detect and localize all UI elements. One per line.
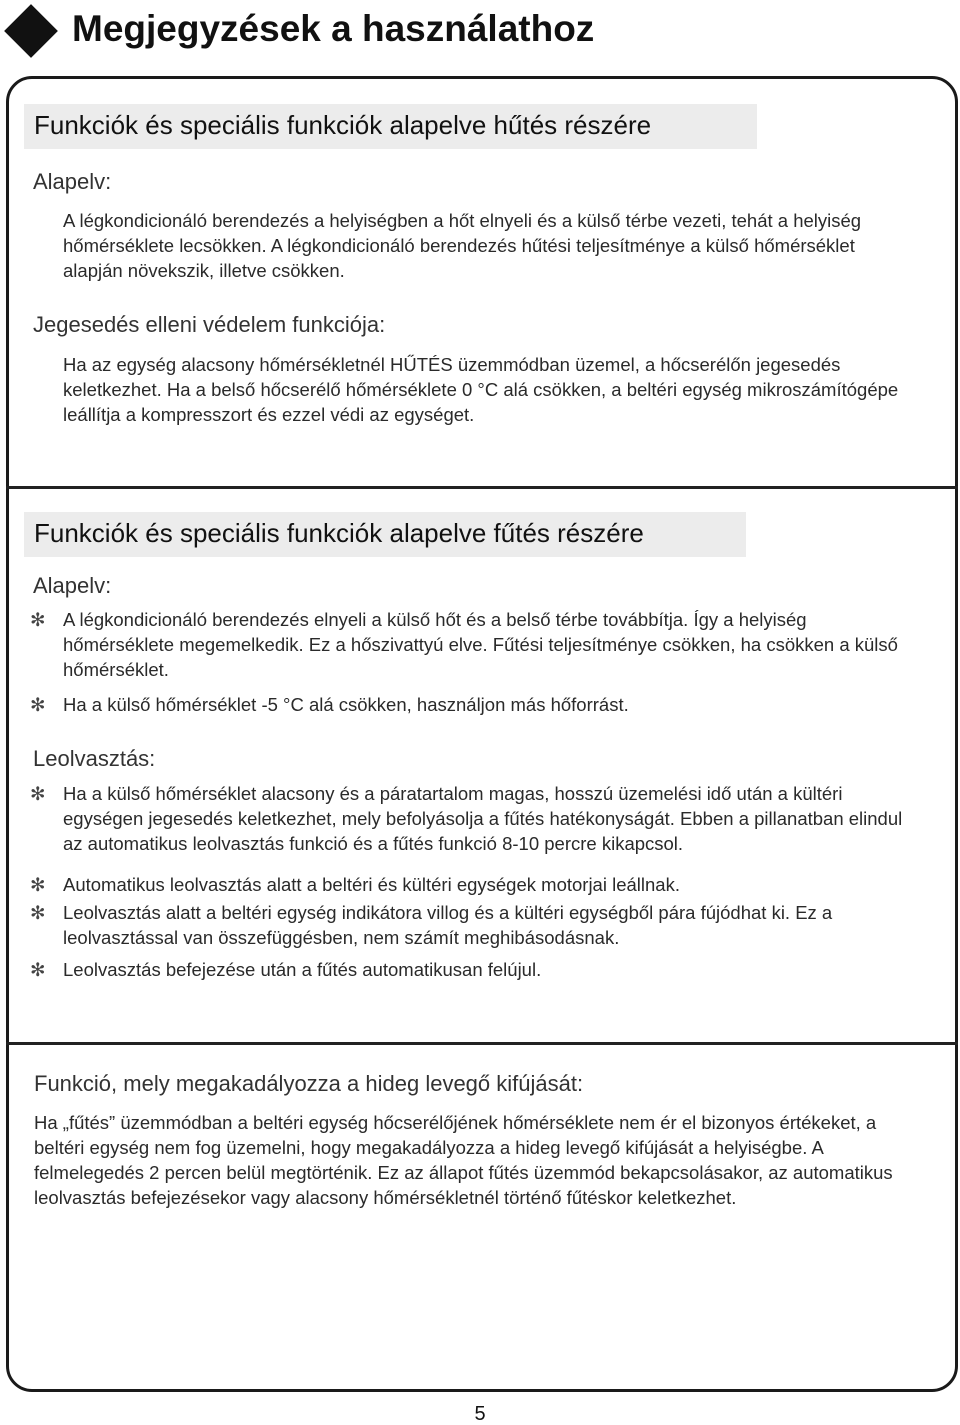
bullet-icon: ✻ (30, 874, 46, 895)
defrost-item: Leolvasztás alatt a beltéri egység indikátora villog és a kültéri egységből pára fújódhat ki. Ez a leolvasztással van összefüggésben, nem számít meghibásodásnak. (63, 902, 833, 948)
heating-principle-item: Ha a külső hőmérséklet -5 °C alá csökken, használjon más hőforrást. (63, 694, 629, 715)
cooling-heading: Funkciók és speciális funkciók alapelve hűtés részére (24, 104, 757, 149)
page-number: 5 (474, 1403, 486, 1425)
bullet-icon: ✻ (30, 783, 46, 804)
title-diamond-icon (4, 4, 58, 58)
cooling-principle-text: A légkondicionáló berendezés a helyiségben a hőt elnyeli és a külső térbe vezeti, tehát a helyiség hőmérséklete lecsökken. A légkondicionáló berendezés hűtési teljesítménye a külső hőmérséklet alapján növekszik, illetve csökken. (63, 210, 862, 281)
cooling-principle-label: Alapelv: (33, 169, 112, 194)
section-divider (6, 486, 958, 489)
cold-air-text: Ha „fűtés” üzemmódban a beltéri egység hőcserélőjének hőmérséklete nem ér el bizonyos értékeket, a beltéri egység nem fog üzemelni, hogy megakadályozza a hideg levegő kifújását a helyiségbe. A felmelegedés 2 percen belül megtörténik. Ez az állapot fűtés üzemmód bekapcsolásakor, az automatikus leolvasztás befejezésekor vagy alacsony hőmérsékletnél történő fűtéskor keletkezhet. (34, 1112, 893, 1208)
defrost-item: Automatikus leolvasztás alatt a beltéri és kültéri egységek motorjai leállnak. (63, 874, 680, 895)
heating-principle-label: Alapelv: (33, 573, 112, 598)
defrost-label: Leolvasztás: (33, 746, 156, 771)
defrost-item: Leolvasztás befejezése után a fűtés automatikusan felújul. (63, 959, 542, 980)
page-title: Megjegyzések a használathoz (72, 8, 595, 49)
bullet-icon: ✻ (30, 902, 46, 923)
cold-air-heading: Funkció, mely megakadályozza a hideg levegő kifújását: (34, 1071, 584, 1096)
bullet-icon: ✻ (30, 609, 46, 630)
bullet-icon: ✻ (30, 694, 46, 715)
antifreeze-text: Ha az egység alacsony hőmérsékletnél HŰTÉS üzemmódban üzemel, a hőcserélőn jegesedés keletkezhet. Ha a belső hőcserélő hőmérséklete 0 °C alá csökken, a beltéri egység mikroszámítógépe leállítja a kompresszort és ezzel védi az egységet. (63, 354, 899, 425)
bullet-icon: ✻ (30, 959, 46, 980)
defrost-item: Ha a külső hőmérséklet alacsony és a páratartalom magas, hosszú üzemelési idő után a kültéri egységen jegesedés keletkezhet, mely befolyásolja a fűtés hatékonyságát. Ebben a pillanatban elindul az automatikus leolvasztás funkció és a fűtés funkció 8-10 percre kikapcsol. (63, 783, 903, 854)
antifreeze-label: Jegesedés elleni védelem funkciója: (33, 312, 386, 337)
section-divider (6, 1042, 958, 1045)
heating-heading: Funkciók és speciális funkciók alapelve fűtés részére (24, 512, 746, 557)
heating-principle-item: A légkondicionáló berendezés elnyeli a külső hőt és a belső térbe továbbítja. Így a helyiség hőmérséklete megemelkedik. Ez a hőszivattyú elve. Fűtési teljesítménye csökken, ha csökken a külső hőmérséklet. (63, 609, 898, 680)
